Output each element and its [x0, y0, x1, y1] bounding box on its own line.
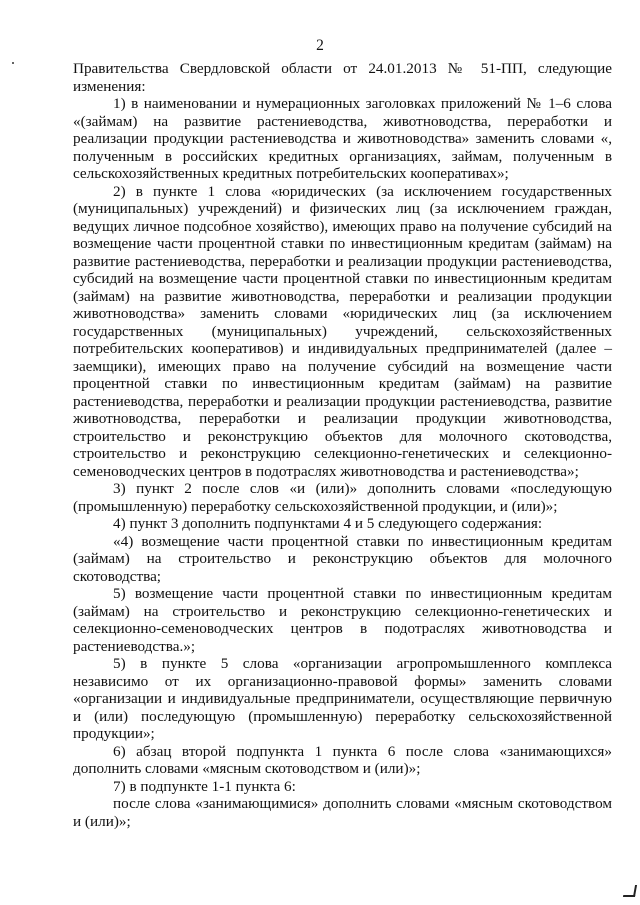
paragraph-item-1: 1) в наименовании и нумерационных заголовках приложений № 1–6 слова «(займам) на развитие растениеводства, животноводства, переработки и реализации продукции растениеводства и животноводства» заменить словами «, полученным в российских кредитных организациях, займам, полученным в сельскохозяйственных кредитных потребительских кооперативах»;	[73, 95, 612, 182]
scan-corner-mark	[623, 885, 637, 897]
paragraph-subitem-5: 5) возмещение части процентной ставки по инвестиционным кредитам (займам) на строительство и реконструкцию селекционно-генетических и селекционно-семеноводческих центров в подотраслях животноводства и растениеводства.»;	[73, 585, 612, 655]
paragraph-subitem-4: «4) возмещение части процентной ставки по инвестиционным кредитам (займам) на строительство и реконструкцию объектов для молочного скотоводства;	[73, 532, 612, 585]
paragraph-item-7-text: после слова «занимающимися» дополнить словами «мясным скотоводством и (или)»;	[73, 795, 612, 830]
paragraph-item-5: 5) в пункте 5 слова «организации агропромышленного комплекса независимо от их организационно-правовой формы» заменить словами «организации и индивидуальные предприниматели, осуществляющие первичную и (или) последующую (промышленную) переработку сельскохозяйственной продукции»;	[73, 655, 612, 742]
scan-speck	[12, 62, 14, 64]
paragraph-item-2: 2) в пункте 1 слова «юридических (за исключением государственных (муниципальных) учреждений) и физических лиц (за исключением граждан, ведущих личное подсобное хозяйство), имеющих право на получение субсидий на возмещение части процентной ставки по инвестиционным кредитам (займам) на развитие растениеводства, переработки и реализации продукции растениеводства, субсидий на возмещение части процентной ставки по инвестиционным кредитам (займам) на развитие животноводства, переработки и реализации продукции животноводства» заменить словами «юридических лиц (за исключением государственных (муниципальных) учреждений, сельскохозяйственных потребительских кооперативов) и индивидуальных предпринимателей (далее – заемщики), имеющих право на получение субсидий на возмещение части процентной ставки по инвестиционным кредитам (займам) на развитие растениеводства, переработки и реализации продукции растениеводства, развитие животноводства, переработки и реализации продукции животноводства, строительство и реконструкцию объектов для молочного скотоводства, строительство и реконструкцию селекционно-генетических и селекционно-семеноводческих центров в подотраслях животноводства и растениеводства»;	[73, 182, 612, 480]
paragraph-item-7: 7) в подпункте 1-1 пункта 6:	[113, 777, 296, 795]
paragraph-item-4: 4) пункт 3 дополнить подпунктами 4 и 5 следующего содержания:	[113, 515, 543, 532]
paragraph-item-3: 3) пункт 2 после слов «и (или)» дополнить словами «последующую (промышленную) переработку сельскохозяйственной продукции, и (или)»;	[73, 480, 612, 515]
paragraph-intro: Правительства Свердловской области от 24.01.2013 № 51-ПП, следующие изменения:	[73, 60, 612, 95]
page-number: 2	[316, 37, 324, 54]
document-body	[73, 60, 612, 830]
paragraph-item-6: 6) абзац второй подпункта 1 пункта 6 после слова «занимающихся» дополнить словами «мясным скотоводством и (или)»;	[73, 742, 612, 777]
